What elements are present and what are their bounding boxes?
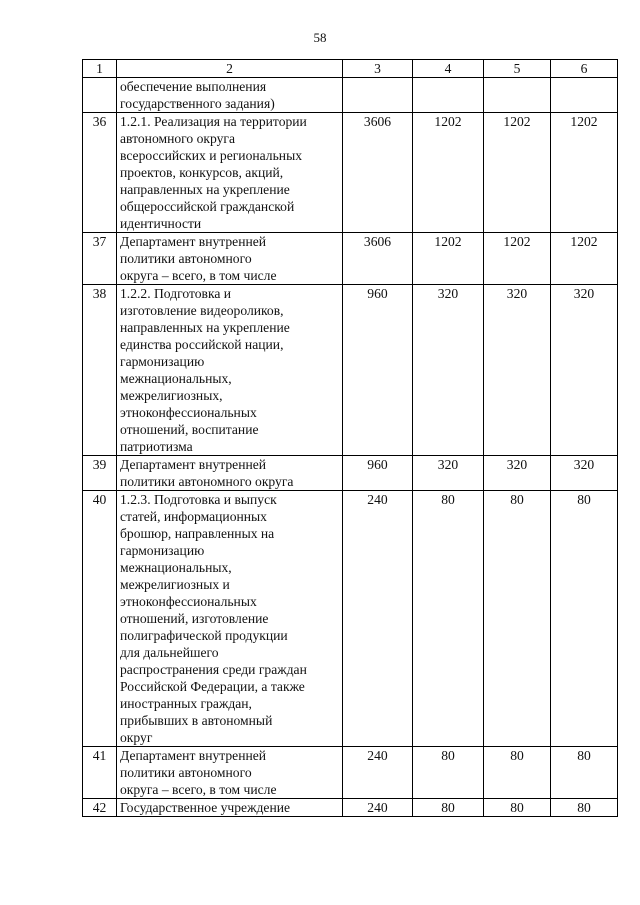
column-header: 6 [551,60,618,78]
value-cell-5: 320 [484,456,551,491]
row-description-cell: Департамент внутренней политики автономного округа [117,456,343,491]
value-cell-3: 240 [343,799,413,817]
value-cell-6: 80 [551,491,618,747]
row-number-cell: 42 [83,799,117,817]
value-cell-4: 320 [413,285,484,456]
value-cell-4: 80 [413,747,484,799]
value-cell-5: 1202 [484,113,551,233]
row-number-cell: 40 [83,491,117,747]
column-header: 1 [83,60,117,78]
column-header: 4 [413,60,484,78]
value-cell-3: 3606 [343,113,413,233]
value-cell-5 [484,78,551,113]
value-cell-3: 240 [343,491,413,747]
value-cell-4: 80 [413,491,484,747]
row-description-cell: 1.2.2. Подготовка и изготовление видеороликов, направленных на укрепление единства российской нации, гармонизацию межнациональных, межрелигиозных, этноконфессиональных отношений, воспитание патриотизма [117,285,343,456]
row-number-cell: 38 [83,285,117,456]
value-cell-6: 80 [551,747,618,799]
table-row [83,491,618,747]
value-cell-6: 80 [551,799,618,817]
row-number-cell: 36 [83,113,117,233]
value-cell-4: 1202 [413,233,484,285]
budget-table [82,59,618,817]
table-row [83,799,618,817]
row-description-cell: 1.2.1. Реализация на территории автономного округа всероссийских и региональных проектов, конкурсов, акций, направленных на укрепление общероссийской гражданской идентичности [117,113,343,233]
row-description-cell: Государственное учреждение [117,799,343,817]
row-number-cell: 39 [83,456,117,491]
value-cell-6: 320 [551,285,618,456]
page-number: 58 [313,30,327,45]
table-row [83,456,618,491]
value-cell-3 [343,78,413,113]
value-cell-4: 320 [413,456,484,491]
column-header: 5 [484,60,551,78]
table-row [83,113,618,233]
table-row [83,78,618,113]
value-cell-3: 3606 [343,233,413,285]
row-number-cell [83,78,117,113]
value-cell-5: 80 [484,491,551,747]
value-cell-4 [413,78,484,113]
table-row [83,233,618,285]
row-description-cell: Департамент внутренней политики автономного округа – всего, в том числе [117,747,343,799]
value-cell-6: 1202 [551,113,618,233]
column-header: 2 [117,60,343,78]
value-cell-3: 960 [343,285,413,456]
table-row [83,285,618,456]
value-cell-5: 80 [484,747,551,799]
value-cell-5: 1202 [484,233,551,285]
value-cell-3: 240 [343,747,413,799]
value-cell-6: 320 [551,456,618,491]
table-header-row [83,60,618,78]
row-description-cell: обеспечение выполнения государственного задания) [117,78,343,113]
row-number-cell: 41 [83,747,117,799]
table-row [83,747,618,799]
row-number-cell: 37 [83,233,117,285]
value-cell-5: 80 [484,799,551,817]
row-description-cell: 1.2.3. Подготовка и выпуск статей, информационных брошюр, направленных на гармонизацию межнациональных, межрелигиозных и этноконфессиональных отношений, изготовление полиграфической продукции для дальнейшего распространения среди граждан Российской Федерации, а также иностранных граждан, прибывших в автономный округ [117,491,343,747]
value-cell-4: 1202 [413,113,484,233]
value-cell-6 [551,78,618,113]
value-cell-4: 80 [413,799,484,817]
value-cell-6: 1202 [551,233,618,285]
column-header: 3 [343,60,413,78]
value-cell-5: 320 [484,285,551,456]
row-description-cell: Департамент внутренней политики автономного округа – всего, в том числе [117,233,343,285]
value-cell-3: 960 [343,456,413,491]
